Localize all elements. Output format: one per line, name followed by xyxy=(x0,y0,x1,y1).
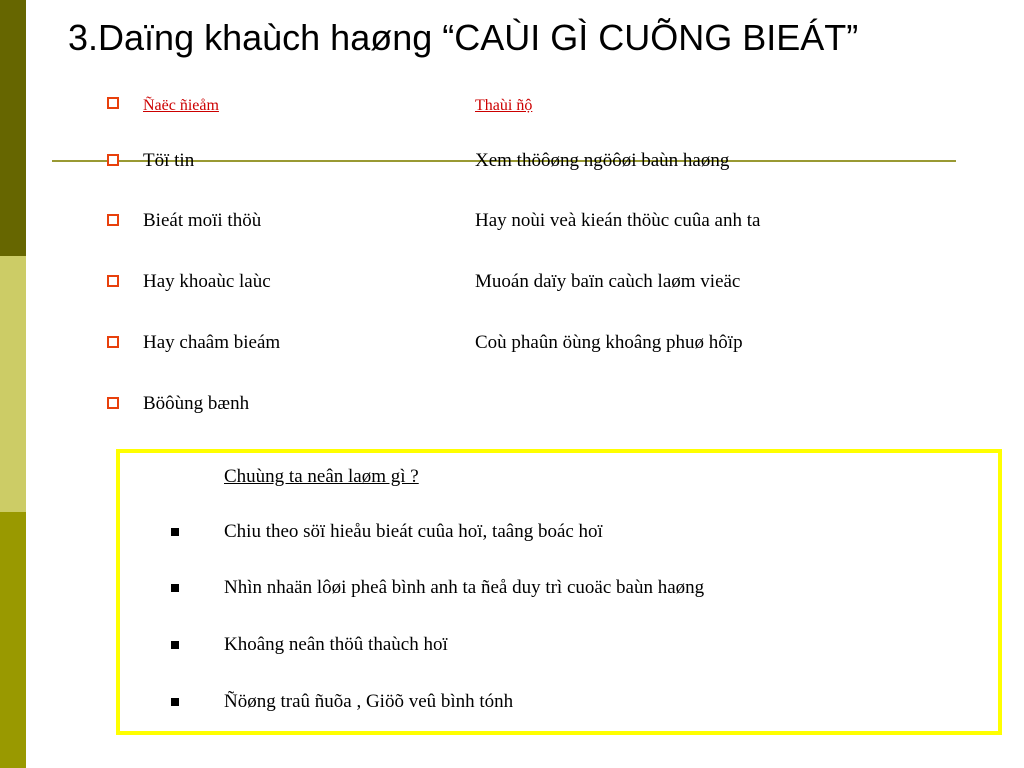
trait-text: Hay khoaùc laùc xyxy=(143,271,271,292)
advice-text: Khoâng neân thöû thaùch hoï xyxy=(224,634,448,655)
list-item xyxy=(0,331,1024,361)
list-item xyxy=(0,270,1024,300)
advice-box xyxy=(116,449,1002,735)
side-bar-bottom xyxy=(0,512,26,768)
list-item xyxy=(0,149,1024,179)
advice-item xyxy=(120,520,990,550)
attitude-text: Xem thöôøng ngöôøi baùn haøng xyxy=(475,150,730,171)
bullet-icon xyxy=(107,154,119,166)
list-item xyxy=(0,209,1024,239)
bullet-icon xyxy=(107,214,119,226)
advice-text: Ñöøng traû ñuõa , Giöõ veû bình tónh xyxy=(224,691,514,712)
trait-text: Böôùng bænh xyxy=(143,393,250,414)
header-row xyxy=(0,94,1024,124)
square-bullet-icon xyxy=(171,641,179,649)
advice-item xyxy=(120,576,990,606)
bullet-icon xyxy=(107,275,119,287)
square-bullet-icon xyxy=(171,584,179,592)
bullet-icon xyxy=(107,397,119,409)
trait-text: Töï tin xyxy=(143,150,195,171)
trait-text: Hay chaâm bieám xyxy=(143,332,281,353)
advice-item xyxy=(120,690,990,720)
square-bullet-icon xyxy=(171,698,179,706)
attitude-text: Hay noùi veà kieán thöùc cuûa anh ta xyxy=(475,210,761,231)
attitude-text: Muoán daïy baïn caùch laøm vieäc xyxy=(475,271,741,292)
header-right: Thaùi ñộ xyxy=(475,97,533,114)
advice-heading: Chuùng ta neân laøm gì ? xyxy=(224,466,419,487)
list-item xyxy=(0,392,1024,422)
slide-title: 3.Daïng khaùch haøng “CAÙI GÌ CUÕNG BIEÁT” xyxy=(68,17,859,58)
advice-text: Chiu theo söï hieåu bieát cuûa hoï, taâng boác hoï xyxy=(224,521,603,542)
square-bullet-icon xyxy=(171,528,179,536)
attitude-text: Coù phaûn öùng khoâng phuø hôïp xyxy=(475,332,743,353)
bullet-icon xyxy=(107,97,119,109)
advice-text: Nhìn nhaän lôøi pheâ bình anh ta ñeå duy trì cuoäc baùn haøng xyxy=(224,577,705,598)
header-left: Ñaëc ñieåm xyxy=(143,97,219,114)
advice-item xyxy=(120,633,990,663)
bullet-icon xyxy=(107,336,119,348)
trait-text: Bieát moïi thöù xyxy=(143,210,262,231)
